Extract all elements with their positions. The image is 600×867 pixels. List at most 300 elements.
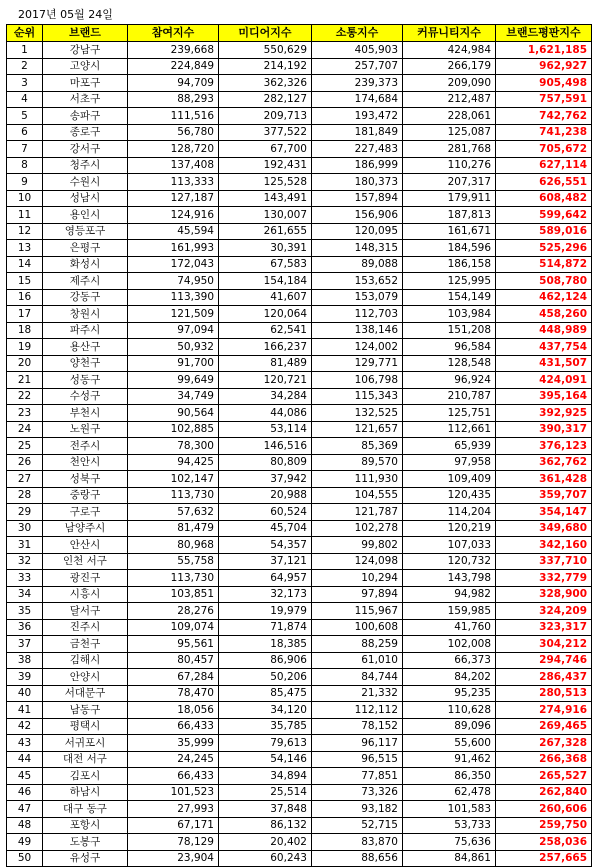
- cell-brand: 안양시: [43, 669, 128, 686]
- cell-rank: 12: [7, 223, 43, 240]
- cell-participation: 95,561: [128, 636, 219, 653]
- cell-reputation-index: 269,465: [496, 718, 592, 735]
- cell-communication: 157,894: [312, 190, 403, 207]
- table-row: [7, 850, 592, 867]
- cell-community: 112,661: [403, 421, 496, 438]
- cell-media: 34,284: [219, 388, 312, 405]
- cell-participation: 103,851: [128, 586, 219, 603]
- cell-communication: 100,608: [312, 619, 403, 636]
- cell-community: 125,995: [403, 273, 496, 290]
- cell-communication: 99,802: [312, 537, 403, 554]
- cell-community: 120,219: [403, 520, 496, 537]
- cell-rank: 11: [7, 207, 43, 224]
- cell-media: 25,514: [219, 784, 312, 801]
- cell-communication: 61,010: [312, 652, 403, 669]
- cell-participation: 55,758: [128, 553, 219, 570]
- cell-media: 44,086: [219, 405, 312, 422]
- cell-media: 45,704: [219, 520, 312, 537]
- cell-reputation-index: 259,750: [496, 817, 592, 834]
- cell-participation: 28,276: [128, 603, 219, 620]
- table-row: [7, 801, 592, 818]
- cell-reputation-index: 431,507: [496, 355, 592, 372]
- cell-participation: 121,509: [128, 306, 219, 323]
- cell-media: 214,192: [219, 58, 312, 75]
- cell-rank: 48: [7, 817, 43, 834]
- cell-reputation-index: 390,317: [496, 421, 592, 438]
- table-row: [7, 388, 592, 405]
- table-row: [7, 537, 592, 554]
- cell-communication: 52,715: [312, 817, 403, 834]
- cell-brand: 서초구: [43, 91, 128, 108]
- cell-community: 53,733: [403, 817, 496, 834]
- cell-reputation-index: 508,780: [496, 273, 592, 290]
- table-row: [7, 273, 592, 290]
- cell-rank: 24: [7, 421, 43, 438]
- cell-participation: 172,043: [128, 256, 219, 273]
- cell-brand: 성북구: [43, 471, 128, 488]
- table-row: [7, 124, 592, 141]
- cell-brand: 안산시: [43, 537, 128, 554]
- cell-rank: 32: [7, 553, 43, 570]
- cell-media: 120,721: [219, 372, 312, 389]
- cell-participation: 80,457: [128, 652, 219, 669]
- table-row: [7, 553, 592, 570]
- cell-rank: 42: [7, 718, 43, 735]
- cell-communication: 405,903: [312, 42, 403, 59]
- cell-communication: 112,703: [312, 306, 403, 323]
- table-row: [7, 141, 592, 158]
- cell-media: 81,489: [219, 355, 312, 372]
- cell-rank: 49: [7, 834, 43, 851]
- cell-participation: 90,564: [128, 405, 219, 422]
- cell-media: 19,979: [219, 603, 312, 620]
- cell-community: 184,596: [403, 240, 496, 257]
- cell-brand: 노원구: [43, 421, 128, 438]
- cell-brand: 용인시: [43, 207, 128, 224]
- cell-media: 209,713: [219, 108, 312, 125]
- cell-rank: 1: [7, 42, 43, 59]
- cell-community: 89,096: [403, 718, 496, 735]
- cell-reputation-index: 462,124: [496, 289, 592, 306]
- cell-reputation-index: 258,036: [496, 834, 592, 851]
- cell-reputation-index: 267,328: [496, 735, 592, 752]
- table-row: [7, 75, 592, 92]
- cell-rank: 31: [7, 537, 43, 554]
- cell-communication: 148,315: [312, 240, 403, 257]
- cell-media: 37,942: [219, 471, 312, 488]
- cell-reputation-index: 262,840: [496, 784, 592, 801]
- cell-community: 210,787: [403, 388, 496, 405]
- table-row: [7, 91, 592, 108]
- cell-media: 50,206: [219, 669, 312, 686]
- cell-communication: 78,152: [312, 718, 403, 735]
- cell-participation: 35,999: [128, 735, 219, 752]
- cell-media: 34,120: [219, 702, 312, 719]
- cell-community: 95,235: [403, 685, 496, 702]
- table-body: [7, 42, 592, 867]
- cell-reputation-index: 1,621,185: [496, 42, 592, 59]
- cell-rank: 23: [7, 405, 43, 422]
- cell-brand: 부천시: [43, 405, 128, 422]
- cell-communication: 121,787: [312, 504, 403, 521]
- cell-participation: 224,849: [128, 58, 219, 75]
- cell-reputation-index: 376,123: [496, 438, 592, 455]
- cell-rank: 15: [7, 273, 43, 290]
- cell-reputation-index: 323,317: [496, 619, 592, 636]
- cell-community: 97,958: [403, 454, 496, 471]
- cell-community: 151,208: [403, 322, 496, 339]
- cell-communication: 115,343: [312, 388, 403, 405]
- cell-community: 161,671: [403, 223, 496, 240]
- cell-rank: 14: [7, 256, 43, 273]
- cell-rank: 26: [7, 454, 43, 471]
- table-row: [7, 223, 592, 240]
- cell-communication: 21,332: [312, 685, 403, 702]
- cell-participation: 94,425: [128, 454, 219, 471]
- cell-reputation-index: 354,147: [496, 504, 592, 521]
- cell-brand: 구로구: [43, 504, 128, 521]
- table-row: [7, 520, 592, 537]
- cell-media: 85,475: [219, 685, 312, 702]
- cell-community: 66,373: [403, 652, 496, 669]
- cell-brand: 은평구: [43, 240, 128, 257]
- cell-participation: 137,408: [128, 157, 219, 174]
- cell-participation: 23,904: [128, 850, 219, 867]
- cell-participation: 239,668: [128, 42, 219, 59]
- cell-participation: 102,147: [128, 471, 219, 488]
- cell-media: 146,516: [219, 438, 312, 455]
- cell-rank: 8: [7, 157, 43, 174]
- table-row: [7, 471, 592, 488]
- cell-media: 86,906: [219, 652, 312, 669]
- table-row: [7, 174, 592, 191]
- cell-brand: 송파구: [43, 108, 128, 125]
- cell-communication: 156,906: [312, 207, 403, 224]
- cell-brand: 수원시: [43, 174, 128, 191]
- cell-participation: 67,284: [128, 669, 219, 686]
- cell-reputation-index: 362,762: [496, 454, 592, 471]
- cell-media: 120,064: [219, 306, 312, 323]
- header-participation-index: 참여지수: [128, 25, 219, 42]
- cell-reputation-index: 395,164: [496, 388, 592, 405]
- cell-community: 110,628: [403, 702, 496, 719]
- cell-community: 207,317: [403, 174, 496, 191]
- cell-communication: 120,095: [312, 223, 403, 240]
- cell-community: 228,061: [403, 108, 496, 125]
- cell-media: 62,541: [219, 322, 312, 339]
- cell-media: 550,629: [219, 42, 312, 59]
- cell-media: 32,173: [219, 586, 312, 603]
- cell-rank: 47: [7, 801, 43, 818]
- cell-rank: 9: [7, 174, 43, 191]
- cell-communication: 104,555: [312, 487, 403, 504]
- cell-communication: 97,894: [312, 586, 403, 603]
- cell-brand: 전주시: [43, 438, 128, 455]
- cell-community: 96,924: [403, 372, 496, 389]
- cell-community: 55,600: [403, 735, 496, 752]
- cell-media: 54,357: [219, 537, 312, 554]
- report-date: 2017년 05월 24일: [18, 8, 113, 21]
- cell-reputation-index: 437,754: [496, 339, 592, 356]
- cell-reputation-index: 741,238: [496, 124, 592, 141]
- cell-communication: 124,002: [312, 339, 403, 356]
- cell-community: 110,276: [403, 157, 496, 174]
- cell-media: 192,431: [219, 157, 312, 174]
- cell-community: 281,768: [403, 141, 496, 158]
- cell-reputation-index: 905,498: [496, 75, 592, 92]
- cell-media: 37,848: [219, 801, 312, 818]
- cell-rank: 5: [7, 108, 43, 125]
- cell-media: 80,809: [219, 454, 312, 471]
- cell-brand: 남동구: [43, 702, 128, 719]
- cell-participation: 74,950: [128, 273, 219, 290]
- cell-participation: 56,780: [128, 124, 219, 141]
- cell-reputation-index: 608,482: [496, 190, 592, 207]
- cell-media: 362,326: [219, 75, 312, 92]
- cell-reputation-index: 332,779: [496, 570, 592, 587]
- cell-communication: 124,098: [312, 553, 403, 570]
- cell-community: 94,982: [403, 586, 496, 603]
- table-row: [7, 685, 592, 702]
- table-row: [7, 438, 592, 455]
- cell-participation: 24,245: [128, 751, 219, 768]
- cell-rank: 29: [7, 504, 43, 521]
- cell-reputation-index: 265,527: [496, 768, 592, 785]
- cell-communication: 239,373: [312, 75, 403, 92]
- cell-brand: 시흥시: [43, 586, 128, 603]
- cell-communication: 180,373: [312, 174, 403, 191]
- cell-rank: 38: [7, 652, 43, 669]
- cell-media: 125,528: [219, 174, 312, 191]
- cell-reputation-index: 627,114: [496, 157, 592, 174]
- cell-brand: 종로구: [43, 124, 128, 141]
- cell-rank: 18: [7, 322, 43, 339]
- cell-reputation-index: 328,900: [496, 586, 592, 603]
- cell-brand: 대구 동구: [43, 801, 128, 818]
- cell-reputation-index: 757,591: [496, 91, 592, 108]
- cell-participation: 34,749: [128, 388, 219, 405]
- cell-participation: 113,333: [128, 174, 219, 191]
- cell-brand: 김해시: [43, 652, 128, 669]
- cell-brand: 수성구: [43, 388, 128, 405]
- table-row: [7, 421, 592, 438]
- cell-communication: 174,684: [312, 91, 403, 108]
- cell-rank: 30: [7, 520, 43, 537]
- cell-brand: 파주시: [43, 322, 128, 339]
- cell-rank: 36: [7, 619, 43, 636]
- cell-brand: 고양시: [43, 58, 128, 75]
- header-media-index: 미디어지수: [219, 25, 312, 42]
- cell-community: 109,409: [403, 471, 496, 488]
- cell-community: 75,636: [403, 834, 496, 851]
- cell-reputation-index: 514,872: [496, 256, 592, 273]
- table-row: [7, 322, 592, 339]
- cell-participation: 124,916: [128, 207, 219, 224]
- cell-rank: 39: [7, 669, 43, 686]
- cell-reputation-index: 361,428: [496, 471, 592, 488]
- cell-communication: 132,525: [312, 405, 403, 422]
- cell-communication: 115,967: [312, 603, 403, 620]
- table-row: [7, 487, 592, 504]
- cell-community: 159,985: [403, 603, 496, 620]
- cell-communication: 93,182: [312, 801, 403, 818]
- cell-brand: 제주시: [43, 273, 128, 290]
- cell-media: 18,385: [219, 636, 312, 653]
- cell-media: 71,874: [219, 619, 312, 636]
- cell-participation: 101,523: [128, 784, 219, 801]
- cell-media: 41,607: [219, 289, 312, 306]
- cell-brand: 하남시: [43, 784, 128, 801]
- table-row: [7, 669, 592, 686]
- cell-community: 266,179: [403, 58, 496, 75]
- cell-rank: 13: [7, 240, 43, 257]
- cell-participation: 113,730: [128, 570, 219, 587]
- cell-community: 91,462: [403, 751, 496, 768]
- cell-rank: 27: [7, 471, 43, 488]
- cell-brand: 인천 서구: [43, 553, 128, 570]
- header-community-index: 커뮤니티지수: [403, 25, 496, 42]
- cell-community: 84,202: [403, 669, 496, 686]
- cell-reputation-index: 324,209: [496, 603, 592, 620]
- cell-participation: 50,932: [128, 339, 219, 356]
- cell-communication: 77,851: [312, 768, 403, 785]
- cell-rank: 25: [7, 438, 43, 455]
- cell-communication: 73,326: [312, 784, 403, 801]
- header-communication-index: 소통지수: [312, 25, 403, 42]
- cell-media: 79,613: [219, 735, 312, 752]
- cell-media: 60,243: [219, 850, 312, 867]
- table-row: [7, 306, 592, 323]
- cell-community: 179,911: [403, 190, 496, 207]
- cell-communication: 88,259: [312, 636, 403, 653]
- table-row: [7, 619, 592, 636]
- cell-reputation-index: 274,916: [496, 702, 592, 719]
- cell-communication: 257,707: [312, 58, 403, 75]
- cell-community: 96,584: [403, 339, 496, 356]
- cell-communication: 96,515: [312, 751, 403, 768]
- table-row: [7, 570, 592, 587]
- cell-reputation-index: 424,091: [496, 372, 592, 389]
- cell-rank: 34: [7, 586, 43, 603]
- cell-community: 114,204: [403, 504, 496, 521]
- cell-brand: 유성구: [43, 850, 128, 867]
- cell-rank: 28: [7, 487, 43, 504]
- cell-brand: 강서구: [43, 141, 128, 158]
- cell-communication: 83,870: [312, 834, 403, 851]
- cell-reputation-index: 280,513: [496, 685, 592, 702]
- cell-reputation-index: 589,016: [496, 223, 592, 240]
- cell-communication: 102,278: [312, 520, 403, 537]
- cell-reputation-index: 599,642: [496, 207, 592, 224]
- cell-participation: 78,300: [128, 438, 219, 455]
- cell-participation: 97,094: [128, 322, 219, 339]
- cell-communication: 84,744: [312, 669, 403, 686]
- cell-rank: 6: [7, 124, 43, 141]
- cell-reputation-index: 257,665: [496, 850, 592, 867]
- table-row: [7, 817, 592, 834]
- cell-reputation-index: 337,710: [496, 553, 592, 570]
- cell-community: 101,583: [403, 801, 496, 818]
- cell-community: 125,087: [403, 124, 496, 141]
- cell-media: 20,988: [219, 487, 312, 504]
- cell-reputation-index: 962,927: [496, 58, 592, 75]
- cell-rank: 16: [7, 289, 43, 306]
- cell-rank: 45: [7, 768, 43, 785]
- table-header-row: [7, 25, 592, 42]
- cell-media: 130,007: [219, 207, 312, 224]
- cell-community: 103,984: [403, 306, 496, 323]
- cell-rank: 7: [7, 141, 43, 158]
- cell-rank: 19: [7, 339, 43, 356]
- cell-rank: 17: [7, 306, 43, 323]
- cell-rank: 37: [7, 636, 43, 653]
- cell-rank: 40: [7, 685, 43, 702]
- cell-communication: 129,771: [312, 355, 403, 372]
- header-brand: 브랜드: [43, 25, 128, 42]
- table-row: [7, 405, 592, 422]
- cell-community: 187,813: [403, 207, 496, 224]
- cell-brand: 용산구: [43, 339, 128, 356]
- cell-brand: 광진구: [43, 570, 128, 587]
- cell-participation: 45,594: [128, 223, 219, 240]
- table-row: [7, 289, 592, 306]
- cell-rank: 50: [7, 850, 43, 867]
- cell-community: 86,350: [403, 768, 496, 785]
- cell-brand: 포항시: [43, 817, 128, 834]
- table-row: [7, 240, 592, 257]
- cell-rank: 33: [7, 570, 43, 587]
- table-row: [7, 751, 592, 768]
- cell-brand: 남양주시: [43, 520, 128, 537]
- cell-media: 282,127: [219, 91, 312, 108]
- cell-rank: 10: [7, 190, 43, 207]
- cell-participation: 18,056: [128, 702, 219, 719]
- cell-media: 30,391: [219, 240, 312, 257]
- cell-media: 377,522: [219, 124, 312, 141]
- cell-communication: 138,146: [312, 322, 403, 339]
- cell-participation: 111,516: [128, 108, 219, 125]
- cell-communication: 111,930: [312, 471, 403, 488]
- cell-community: 209,090: [403, 75, 496, 92]
- cell-participation: 102,885: [128, 421, 219, 438]
- cell-media: 67,583: [219, 256, 312, 273]
- brand-reputation-table: [6, 24, 592, 867]
- table-row: [7, 58, 592, 75]
- cell-communication: 186,999: [312, 157, 403, 174]
- cell-brand: 성동구: [43, 372, 128, 389]
- cell-brand: 청주시: [43, 157, 128, 174]
- table-row: [7, 652, 592, 669]
- table-row: [7, 636, 592, 653]
- cell-rank: 43: [7, 735, 43, 752]
- cell-communication: 181,849: [312, 124, 403, 141]
- cell-participation: 128,720: [128, 141, 219, 158]
- cell-communication: 10,294: [312, 570, 403, 587]
- header-brand-reputation-index: 브랜드평판지수: [496, 25, 592, 42]
- cell-media: 54,146: [219, 751, 312, 768]
- cell-communication: 85,369: [312, 438, 403, 455]
- cell-media: 60,524: [219, 504, 312, 521]
- cell-participation: 94,709: [128, 75, 219, 92]
- cell-reputation-index: 266,368: [496, 751, 592, 768]
- cell-communication: 121,657: [312, 421, 403, 438]
- cell-rank: 35: [7, 603, 43, 620]
- cell-community: 41,760: [403, 619, 496, 636]
- cell-communication: 88,656: [312, 850, 403, 867]
- cell-community: 424,984: [403, 42, 496, 59]
- cell-brand: 영등포구: [43, 223, 128, 240]
- cell-community: 65,939: [403, 438, 496, 455]
